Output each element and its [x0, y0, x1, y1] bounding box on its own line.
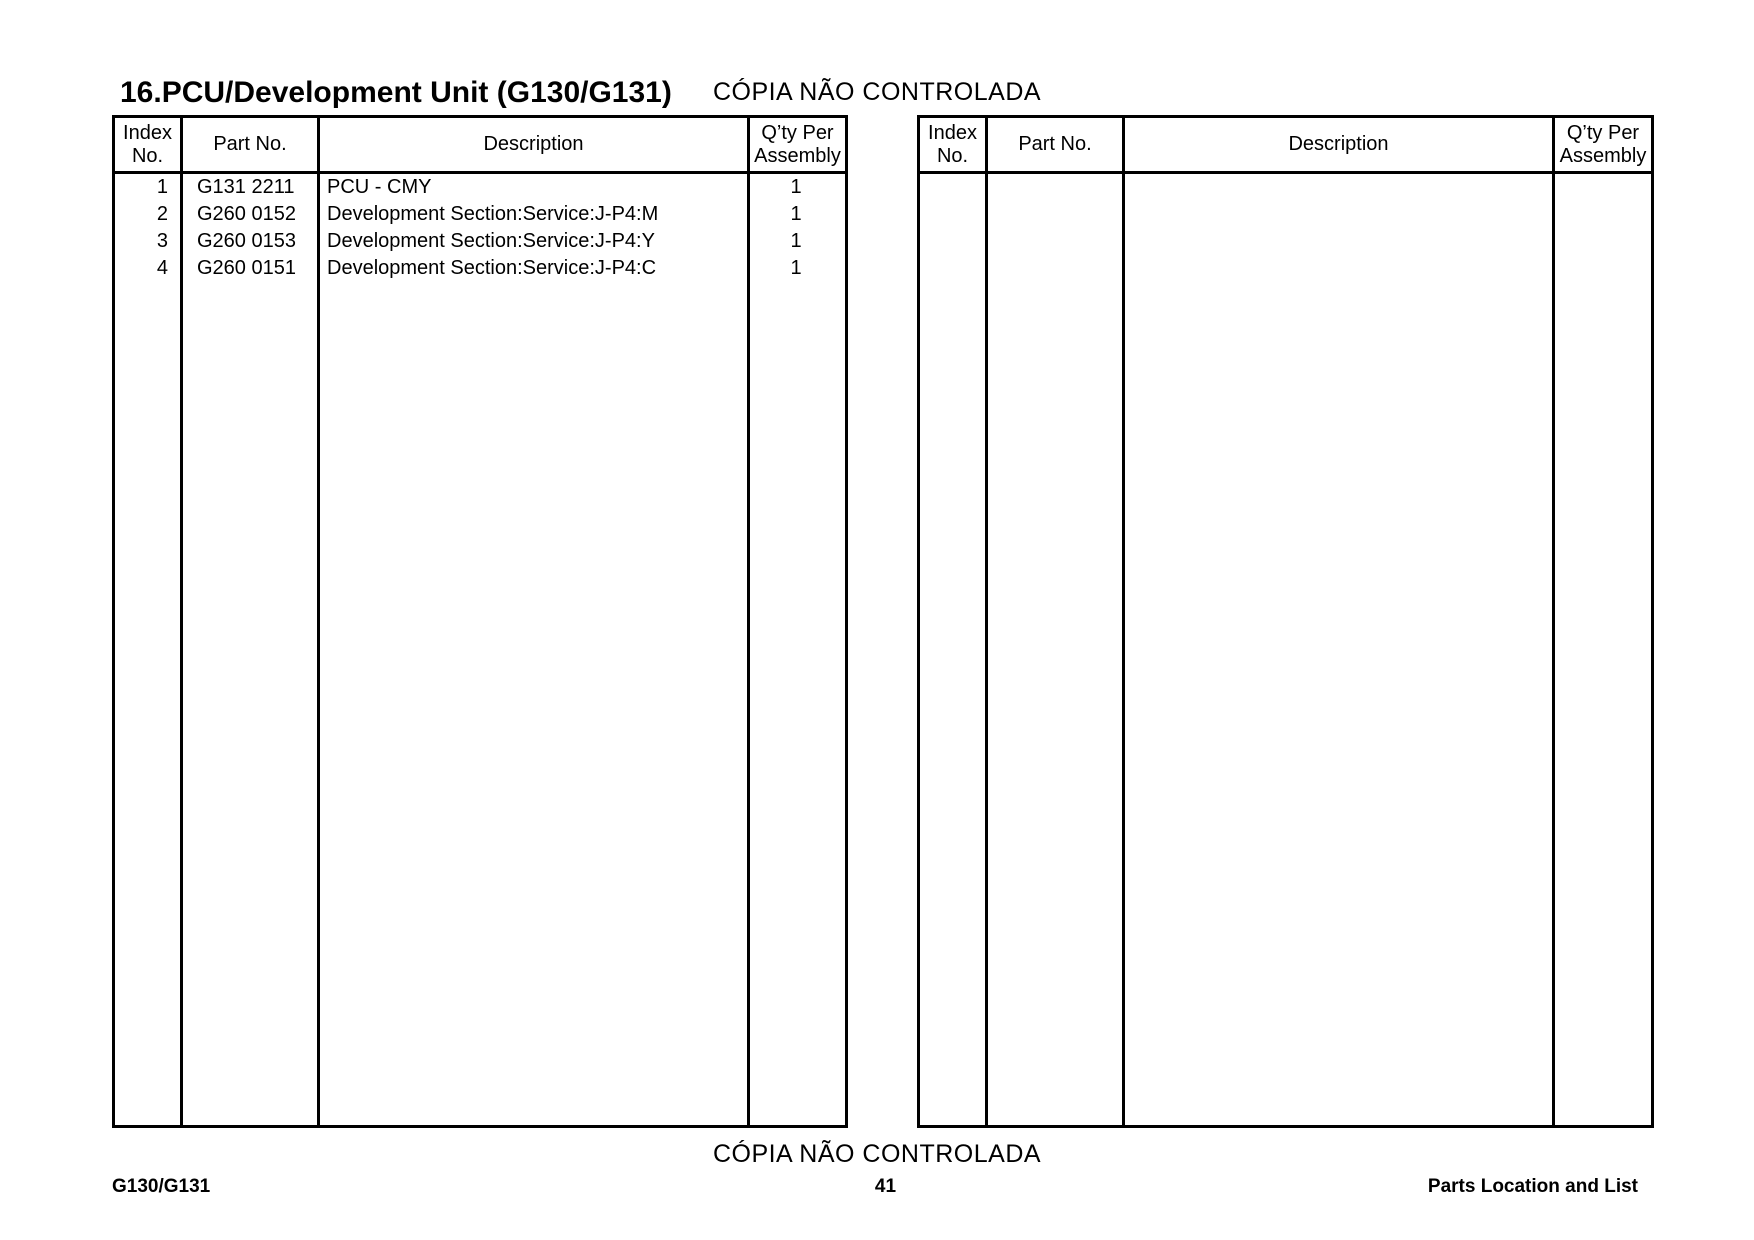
header-part-no: Part No. [213, 133, 287, 155]
column-divider [1122, 118, 1125, 1125]
table-row [115, 201, 845, 228]
cell-description: Development Section:Service:J-P4:M [327, 203, 659, 225]
header-part-no: Part No. [1018, 133, 1092, 155]
table-header-row [920, 118, 1651, 174]
footer-model: G130/G131 [112, 1176, 211, 1197]
column-divider [1552, 118, 1555, 1125]
header-qty-per-assembly: Q’ty Per Assembly [754, 121, 841, 167]
cell-index: 1 [156, 176, 168, 198]
cell-qty: 1 [790, 230, 802, 252]
column-divider [985, 118, 988, 1125]
cell-index: 2 [156, 203, 168, 225]
cell-part-no: G260 0151 [197, 257, 296, 279]
header-index-no: Index No. [123, 121, 172, 167]
header-description: Description [483, 133, 584, 155]
header-qty-per-assembly: Q’ty Per Assembly [1559, 121, 1647, 167]
parts-table-right [917, 115, 1654, 1128]
parts-table-left [112, 115, 848, 1128]
table-header-row [115, 118, 845, 174]
table-row [115, 174, 845, 201]
page-title: 16.PCU/Development Unit (G130/G131) [120, 76, 672, 109]
table-row [115, 228, 845, 255]
watermark-top: CÓPIA NÃO CONTROLADA [712, 78, 1042, 106]
footer-page-number: 41 [874, 1176, 897, 1197]
cell-description: PCU - CMY [327, 176, 432, 198]
watermark-bottom: CÓPIA NÃO CONTROLADA [712, 1140, 1042, 1168]
cell-part-no: G260 0152 [197, 203, 296, 225]
cell-qty: 1 [790, 176, 802, 198]
cell-part-no: G260 0153 [197, 230, 296, 252]
cell-description: Development Section:Service:J-P4:C [327, 257, 657, 279]
cell-qty: 1 [790, 203, 802, 225]
cell-index: 3 [156, 230, 168, 252]
cell-description: Development Section:Service:J-P4:Y [327, 230, 655, 252]
cell-part-no: G131 2211 [197, 176, 295, 198]
header-index-no: Index No. [928, 121, 977, 167]
table-row [115, 255, 845, 282]
cell-qty: 1 [790, 257, 802, 279]
footer-section: Parts Location and List [1427, 1176, 1638, 1197]
header-description: Description [1288, 133, 1389, 155]
cell-index: 4 [156, 257, 168, 279]
